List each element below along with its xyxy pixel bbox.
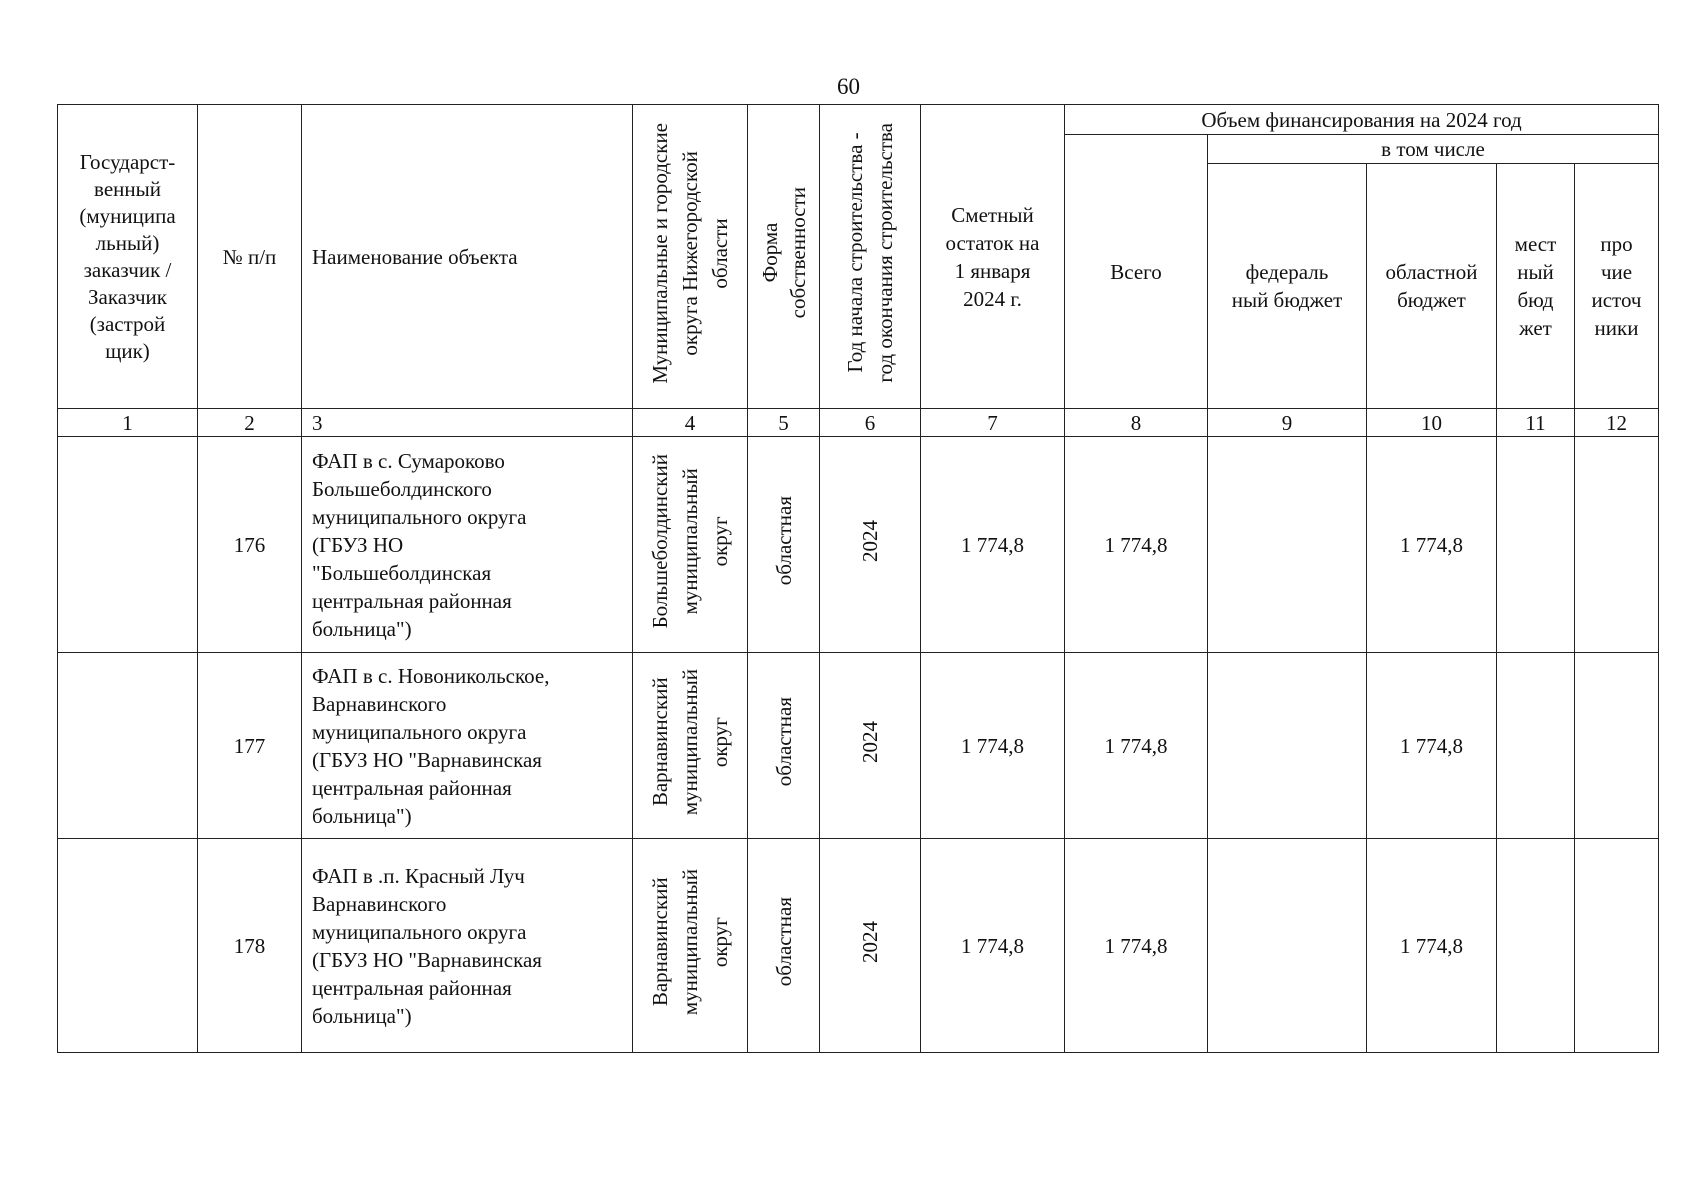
row-ownership: областная xyxy=(748,437,820,653)
column-number: 5 xyxy=(748,409,820,437)
financing-table xyxy=(57,104,1659,1053)
header-customer: Государст- венный (муниципа льный) заказчик / Заказчик (застрой щик) xyxy=(58,105,198,409)
row-number: 178 xyxy=(198,839,302,1053)
header-regional: областной бюджет xyxy=(1367,164,1497,409)
row-local xyxy=(1497,839,1575,1053)
row-total: 1 774,8 xyxy=(1065,437,1208,653)
header-municipality: Муниципальные и городские округа Нижегородской области xyxy=(633,105,748,409)
row-years: 2024 xyxy=(820,839,921,1053)
row-customer xyxy=(58,437,198,653)
column-number: 1 xyxy=(58,409,198,437)
row-years: 2024 xyxy=(820,437,921,653)
row-number: 176 xyxy=(198,437,302,653)
page-number: 60 xyxy=(837,74,860,99)
table-row xyxy=(58,653,1659,839)
header-estimate-balance: Сметный остаток на 1 января 2024 г. xyxy=(921,105,1065,409)
column-number: 3 xyxy=(302,409,633,437)
column-number: 4 xyxy=(633,409,748,437)
row-federal xyxy=(1208,437,1367,653)
column-number: 2 xyxy=(198,409,302,437)
row-municipality: Большеболдинский муниципальный округ xyxy=(633,437,748,653)
row-number: 177 xyxy=(198,653,302,839)
row-other xyxy=(1575,653,1659,839)
row-local xyxy=(1497,437,1575,653)
row-customer xyxy=(58,653,198,839)
column-number: 8 xyxy=(1065,409,1208,437)
row-estimate-balance: 1 774,8 xyxy=(921,437,1065,653)
row-object-name: ФАП в с. Новоникольское, Варнавинского муниципального округа (ГБУЗ НО "Варнавинская центральная районная больница") xyxy=(302,653,633,839)
column-number: 9 xyxy=(1208,409,1367,437)
header-ownership: Форма собственности xyxy=(748,105,820,409)
column-number: 7 xyxy=(921,409,1065,437)
row-estimate-balance: 1 774,8 xyxy=(921,839,1065,1053)
header-years: Год начала строительства - год окончания строительства xyxy=(820,105,921,409)
column-number: 6 xyxy=(820,409,921,437)
column-number: 11 xyxy=(1497,409,1575,437)
column-number: 12 xyxy=(1575,409,1659,437)
row-ownership: областная xyxy=(748,653,820,839)
row-regional: 1 774,8 xyxy=(1367,839,1497,1053)
row-regional: 1 774,8 xyxy=(1367,653,1497,839)
row-municipality: Варнавинский муниципальный округ xyxy=(633,839,748,1053)
table-row xyxy=(58,437,1659,653)
header-federal: федераль ный бюджет xyxy=(1208,164,1367,409)
header-other: про чие источ ники xyxy=(1575,164,1659,409)
row-municipality: Варнавинский муниципальный округ xyxy=(633,653,748,839)
row-estimate-balance: 1 774,8 xyxy=(921,653,1065,839)
header-number: № п/п xyxy=(198,105,302,409)
row-object-name: ФАП в с. Сумароково Большеболдинского муниципального округа (ГБУЗ НО "Большеболдинская центральная районная больница") xyxy=(302,437,633,653)
row-local xyxy=(1497,653,1575,839)
row-years: 2024 xyxy=(820,653,921,839)
header-total: Всего xyxy=(1065,135,1208,409)
row-regional: 1 774,8 xyxy=(1367,437,1497,653)
row-object-name: ФАП в .п. Красный Луч Варнавинского муниципального округа (ГБУЗ НО "Варнавинская центральная районная больница") xyxy=(302,839,633,1053)
column-numbers-row xyxy=(58,409,1659,437)
column-number: 10 xyxy=(1367,409,1497,437)
header-object-name: Наименование объекта xyxy=(302,105,633,409)
header-row-top xyxy=(58,105,1659,135)
row-ownership: областная xyxy=(748,839,820,1053)
header-funding-2024: Объем финансирования на 2024 год xyxy=(1065,105,1659,135)
row-total: 1 774,8 xyxy=(1065,839,1208,1053)
row-federal xyxy=(1208,653,1367,839)
row-federal xyxy=(1208,839,1367,1053)
row-other xyxy=(1575,437,1659,653)
header-including: в том числе xyxy=(1208,135,1659,164)
row-total: 1 774,8 xyxy=(1065,653,1208,839)
row-customer xyxy=(58,839,198,1053)
row-other xyxy=(1575,839,1659,1053)
table-row xyxy=(58,839,1659,1053)
header-local: мест ный бюд жет xyxy=(1497,164,1575,409)
